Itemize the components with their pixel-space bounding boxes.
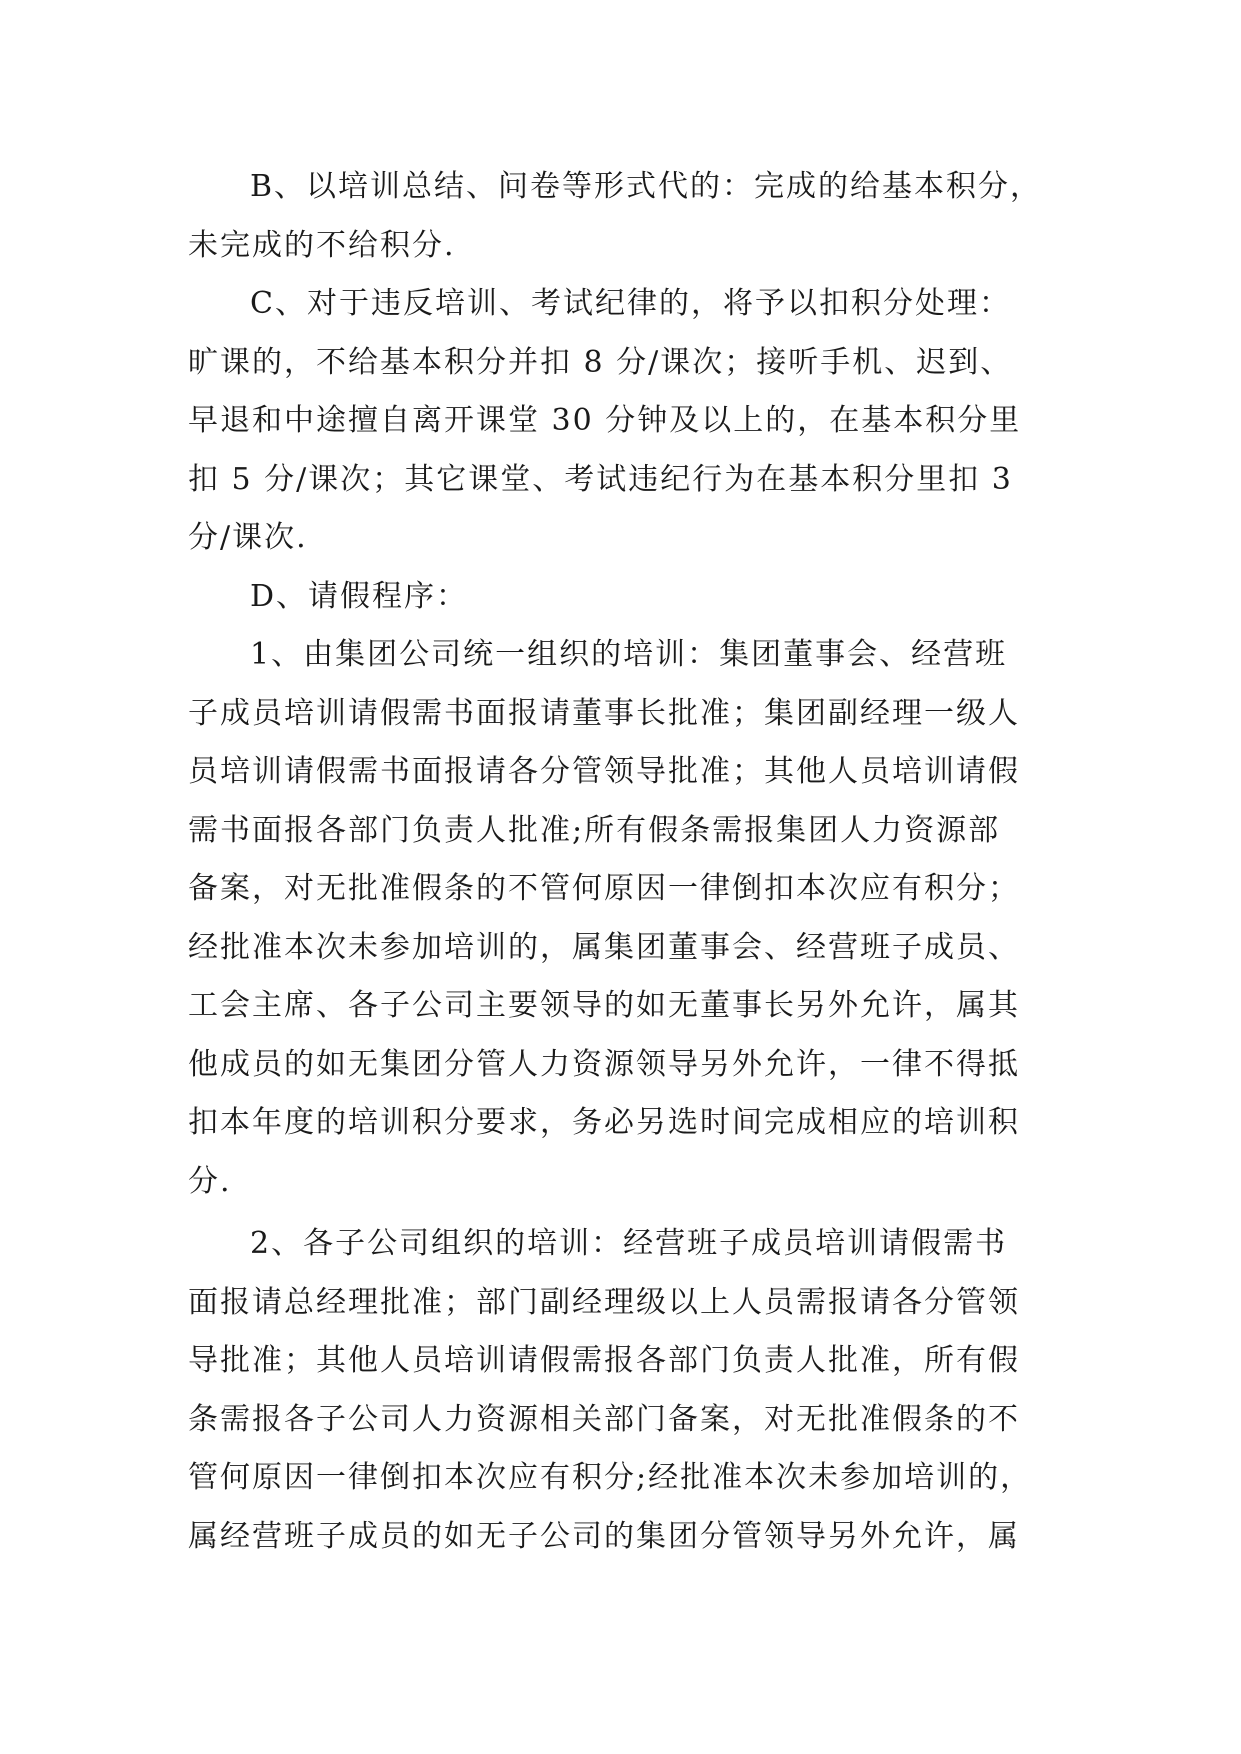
paragraph-b-line-2: 未完成的不给积分. xyxy=(188,227,456,263)
paragraph-d1-line-6: 经批准本次未参加培训的，属集团董事会、经营班子成员、 xyxy=(188,929,1020,965)
paragraph-c-line-2: 旷课的，不给基本积分并扣 8 分/课次；接听手机、迟到、 xyxy=(188,344,1013,380)
paragraph-d1-line-1: 1、由集团公司统一组织的培训：集团董事会、经营班 xyxy=(250,637,1008,672)
paragraph-d1-line-2: 子成员培训请假需书面报请董事长批准；集团副经理一级人 xyxy=(188,695,1020,731)
paragraph-c-line-3: 早退和中途擅自离开课堂 30 分钟及以上的，在基本积分里 xyxy=(188,403,1022,438)
paragraph-d2-line-2: 面报请总经理批准；部门副经理级以上人员需报请各分管领 xyxy=(188,1284,1020,1320)
paragraph-d1-line-9: 扣本年度的培训积分要求，务必另选时间完成相应的培训积 xyxy=(188,1105,1020,1140)
paragraph-d1-line-4: 需书面报各部门负责人批准;所有假条需报集团人力资源部 xyxy=(188,812,1001,848)
paragraph-d2-line-3: 导批准；其他人员培训请假需报各部门负责人批准，所有假 xyxy=(188,1343,1020,1378)
document-body xyxy=(188,158,1058,1566)
paragraph-d-heading: D、请假程序： xyxy=(250,578,469,614)
paragraph-c-line-5: 分/课次. xyxy=(188,520,308,555)
paragraph-d2-line-4: 条需报各子公司人力资源相关部门备案，对无批准假条的不 xyxy=(188,1401,1020,1437)
paragraph-d1-line-5: 备案，对无批准假条的不管何原因一律倒扣本次应有积分； xyxy=(188,871,1020,906)
paragraph-d2-line-1: 2、各子公司组织的培训：经营班子成员培训请假需书 xyxy=(250,1226,1008,1261)
paragraph-d1-line-3: 员培训请假需书面报请各分管领导批准；其他人员培训请假 xyxy=(188,754,1020,789)
paragraph-d2-line-5: 管何原因一律倒扣本次应有积分;经批准本次未参加培训的， xyxy=(188,1460,1033,1495)
paragraph-b-line-1: B、以培训总结、问卷等形式代的：完成的给基本积分， xyxy=(250,169,1043,204)
paragraph-c-line-1: C、对于违反培训、考试纪律的，将予以扣积分处理： xyxy=(250,286,1011,321)
paragraph-c-line-4: 扣 5 分/课次；其它课堂、考试违纪行为在基本积分里扣 3 xyxy=(188,461,1013,497)
paragraph-d1-line-10: 分. xyxy=(188,1163,232,1199)
paragraph-d1-line-8: 他成员的如无集团分管人力资源领导另外允许，一律不得抵 xyxy=(188,1046,1020,1082)
paragraph-d1-line-7: 工会主席、各子公司主要领导的如无董事长另外允许，属其 xyxy=(188,988,1020,1023)
paragraph-d2-line-6: 属经营班子成员的如无子公司的集团分管领导另外允许，属 xyxy=(188,1518,1020,1554)
